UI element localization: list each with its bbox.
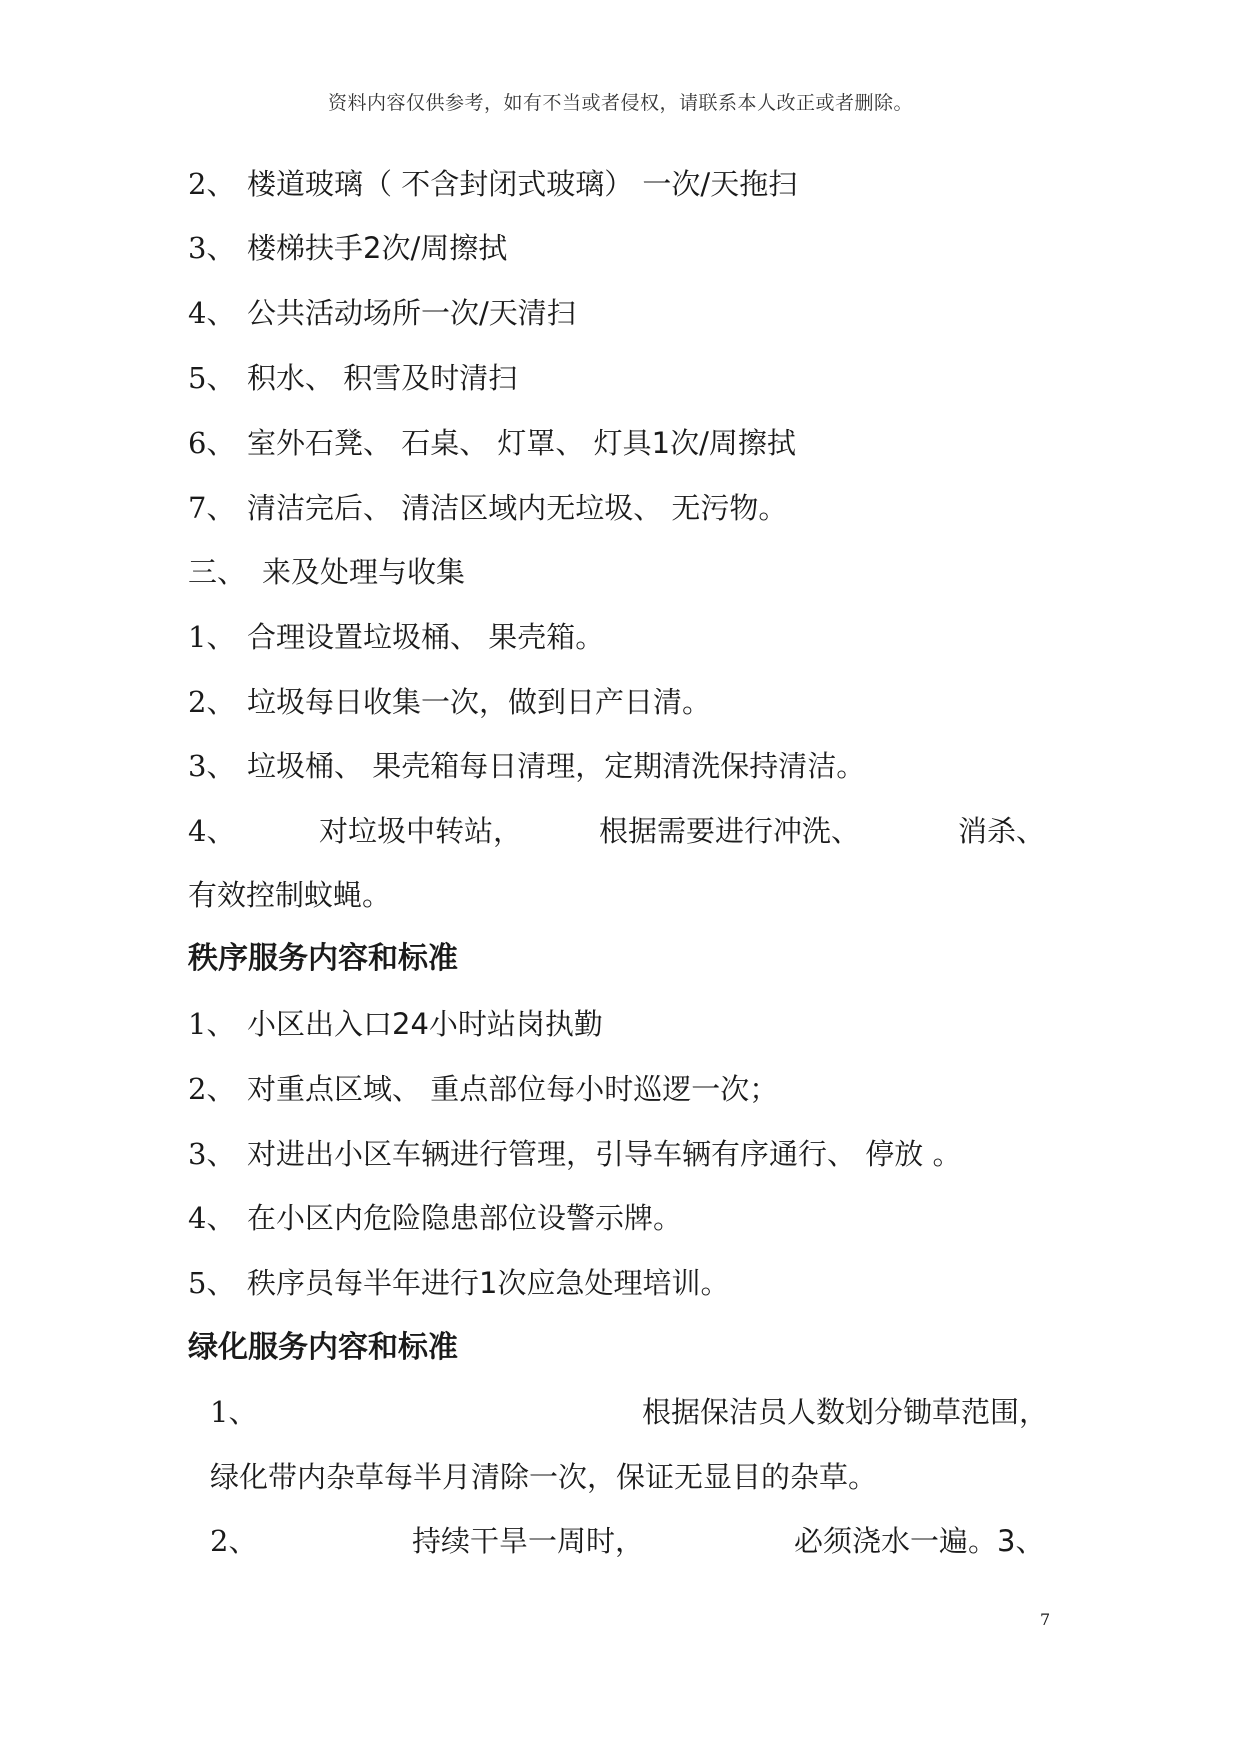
- item-continuation: 有效控制蚊蝇。: [188, 878, 392, 912]
- list-item: [188, 1072, 779, 1106]
- item-number: 2、: [188, 1072, 236, 1106]
- item-text-part: 消杀、: [958, 814, 1046, 848]
- section-heading-order: 秩序服务内容和标准: [188, 941, 458, 976]
- page-header-disclaimer: 资料内容仅供参考，如有不当或者侵权，请联系本人改正或者删除。: [327, 92, 913, 114]
- list-item: [188, 361, 518, 395]
- list-item: [188, 749, 866, 783]
- item-text: 积水、 积雪及时清扫: [247, 361, 518, 395]
- list-item: [188, 426, 796, 460]
- item-text: 清洁完后、 清洁区域内无垃圾、 无污物。: [247, 491, 788, 525]
- item-text: 在小区内危险隐患部位设警示牌。: [247, 1201, 683, 1235]
- item-text-part: 对垃圾中转站，: [319, 814, 523, 848]
- item-text: 公共活动场所一次/天清扫: [247, 296, 576, 330]
- item-number: 2、: [188, 685, 236, 719]
- item-number: 4、: [188, 1201, 236, 1235]
- page-number: 7: [1040, 1610, 1051, 1629]
- item-text: 室外石凳、 石桌、 灯罩、 灯具1次/周擦拭: [247, 426, 796, 460]
- item-text: 楼梯扶手2次/周擦拭: [247, 231, 508, 265]
- item-text-part: 持续干旱一周时，: [412, 1524, 645, 1558]
- item-number: 7、: [188, 491, 236, 525]
- section-title: 来及处理与收集: [262, 555, 466, 589]
- list-item: [188, 1201, 683, 1235]
- item-text: 对进出小区车辆进行管理，引导车辆有序通行、 停放 。: [247, 1137, 962, 1171]
- item-number: 3、: [188, 231, 236, 265]
- list-item: [188, 167, 798, 201]
- list-item: [188, 1266, 730, 1300]
- item-text: 垃圾每日收集一次，做到日产日清。: [247, 685, 712, 719]
- item-number: 4、: [188, 814, 236, 848]
- list-item: [188, 231, 508, 265]
- list-item: [188, 1007, 603, 1041]
- list-item: [188, 491, 788, 525]
- item-number: 3、: [188, 749, 236, 783]
- item-number: 6、: [188, 426, 236, 460]
- item-continuation: 绿化带内杂草每半月清除一次，保证无显目的杂草。: [210, 1460, 878, 1494]
- list-item: [188, 1137, 962, 1171]
- list-item: [188, 685, 712, 719]
- item-number: 1、: [188, 620, 236, 654]
- item-text: 对重点区域、 重点部位每小时巡逻一次；: [247, 1072, 779, 1106]
- list-item: [188, 620, 605, 654]
- item-text-part: 必须浇水一遍。3、: [794, 1524, 1045, 1558]
- section-heading-greening: 绿化服务内容和标准: [188, 1330, 458, 1365]
- item-number: 2、: [210, 1524, 258, 1558]
- item-text: 合理设置垃圾桶、 果壳箱。: [247, 620, 605, 654]
- item-text-part: 根据需要进行冲洗、: [599, 814, 861, 848]
- section-number: 三、: [188, 555, 247, 589]
- item-number: 1、: [210, 1395, 258, 1429]
- item-text: 垃圾桶、 果壳箱每日清理，定期清洗保持清洁。: [247, 749, 866, 783]
- item-text: 小区出入口24小时站岗执勤: [247, 1007, 603, 1041]
- item-text: 楼道玻璃（ 不含封闭式玻璃） 一次/天拖扫: [247, 167, 798, 201]
- item-number: 5、: [188, 361, 236, 395]
- section-heading: [188, 555, 466, 589]
- item-number: 5、: [188, 1266, 236, 1300]
- item-number: 1、: [188, 1007, 236, 1041]
- item-text-part: 根据保洁员人数划分锄草范围，: [642, 1395, 1049, 1429]
- item-number: 2、: [188, 167, 236, 201]
- list-item: [188, 296, 576, 330]
- item-number: 4、: [188, 296, 236, 330]
- item-text: 秩序员每半年进行1次应急处理培训。: [247, 1266, 730, 1300]
- item-number: 3、: [188, 1137, 236, 1171]
